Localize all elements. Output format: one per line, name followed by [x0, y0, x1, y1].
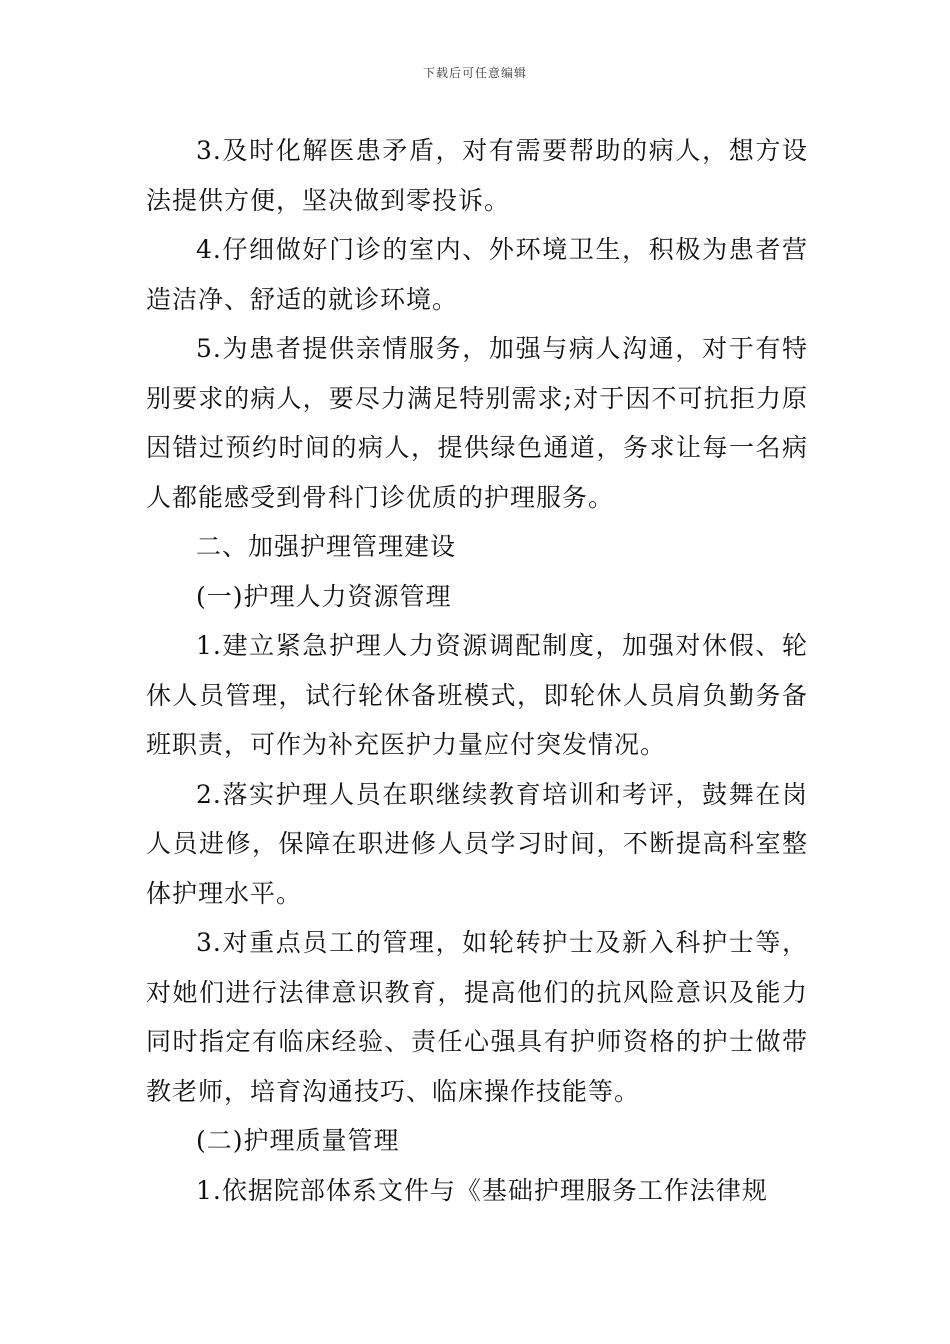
paragraph-item-4-environment: 4.仔细做好门诊的室内、外环境卫生，积极为患者营造洁净、舒适的就诊环境。 [146, 235, 808, 314]
subsection-heading-human-resources: (一)护理人力资源管理 [196, 581, 452, 611]
page-header-note: 下载后可任意编辑 [422, 66, 527, 80]
paragraph-hr-item-3: 3.对重点员工的管理，如轮转护士及新入科护士等，对她们进行法律意识教育，提高他们的抗风险意识及能力同时指定有临床经验、责任心强具有护师资格的护士做带教老师，培育沟通技巧、临床操作技能等。 [146, 928, 808, 1106]
paragraph-item-3-conflict: 3.及时化解医患矛盾，对有需要帮助的病人，想方设法提供方便，坚决做到零投诉。 [146, 136, 808, 215]
paragraph-hr-item-2: 2.落实护理人员在职继续教育培训和考评，鼓舞在岗人员进修，保障在职进修人员学习时间，不断提高科室整体护理水平。 [146, 779, 808, 908]
section-heading-nursing-management: 二、加强护理管理建设 [196, 532, 457, 561]
paragraph-hr-item-1: 1.建立紧急护理人力资源调配制度，加强对休假、轮休人员管理，试行轮休备班模式，即轮休人员肩负勤务备班职责，可作为补充医护力量应付突发情况。 [146, 631, 808, 759]
paragraph-item-5-service: 5.为患者提供亲情服务，加强与病人沟通，对于有特别要求的病人，要尽力满足特别需求;对于因不可抗拒力原因错过预约时间的病人，提供绿色通道，务求让每一名病人都能感受到骨科门诊优质的护理服务。 [146, 334, 808, 512]
paragraph-quality-item-1: 1.依据院部体系文件与《基础护理服务工作法律规 [196, 1175, 768, 1205]
subsection-heading-quality: (二)护理质量管理 [196, 1126, 400, 1155]
document-body [146, 126, 808, 1215]
